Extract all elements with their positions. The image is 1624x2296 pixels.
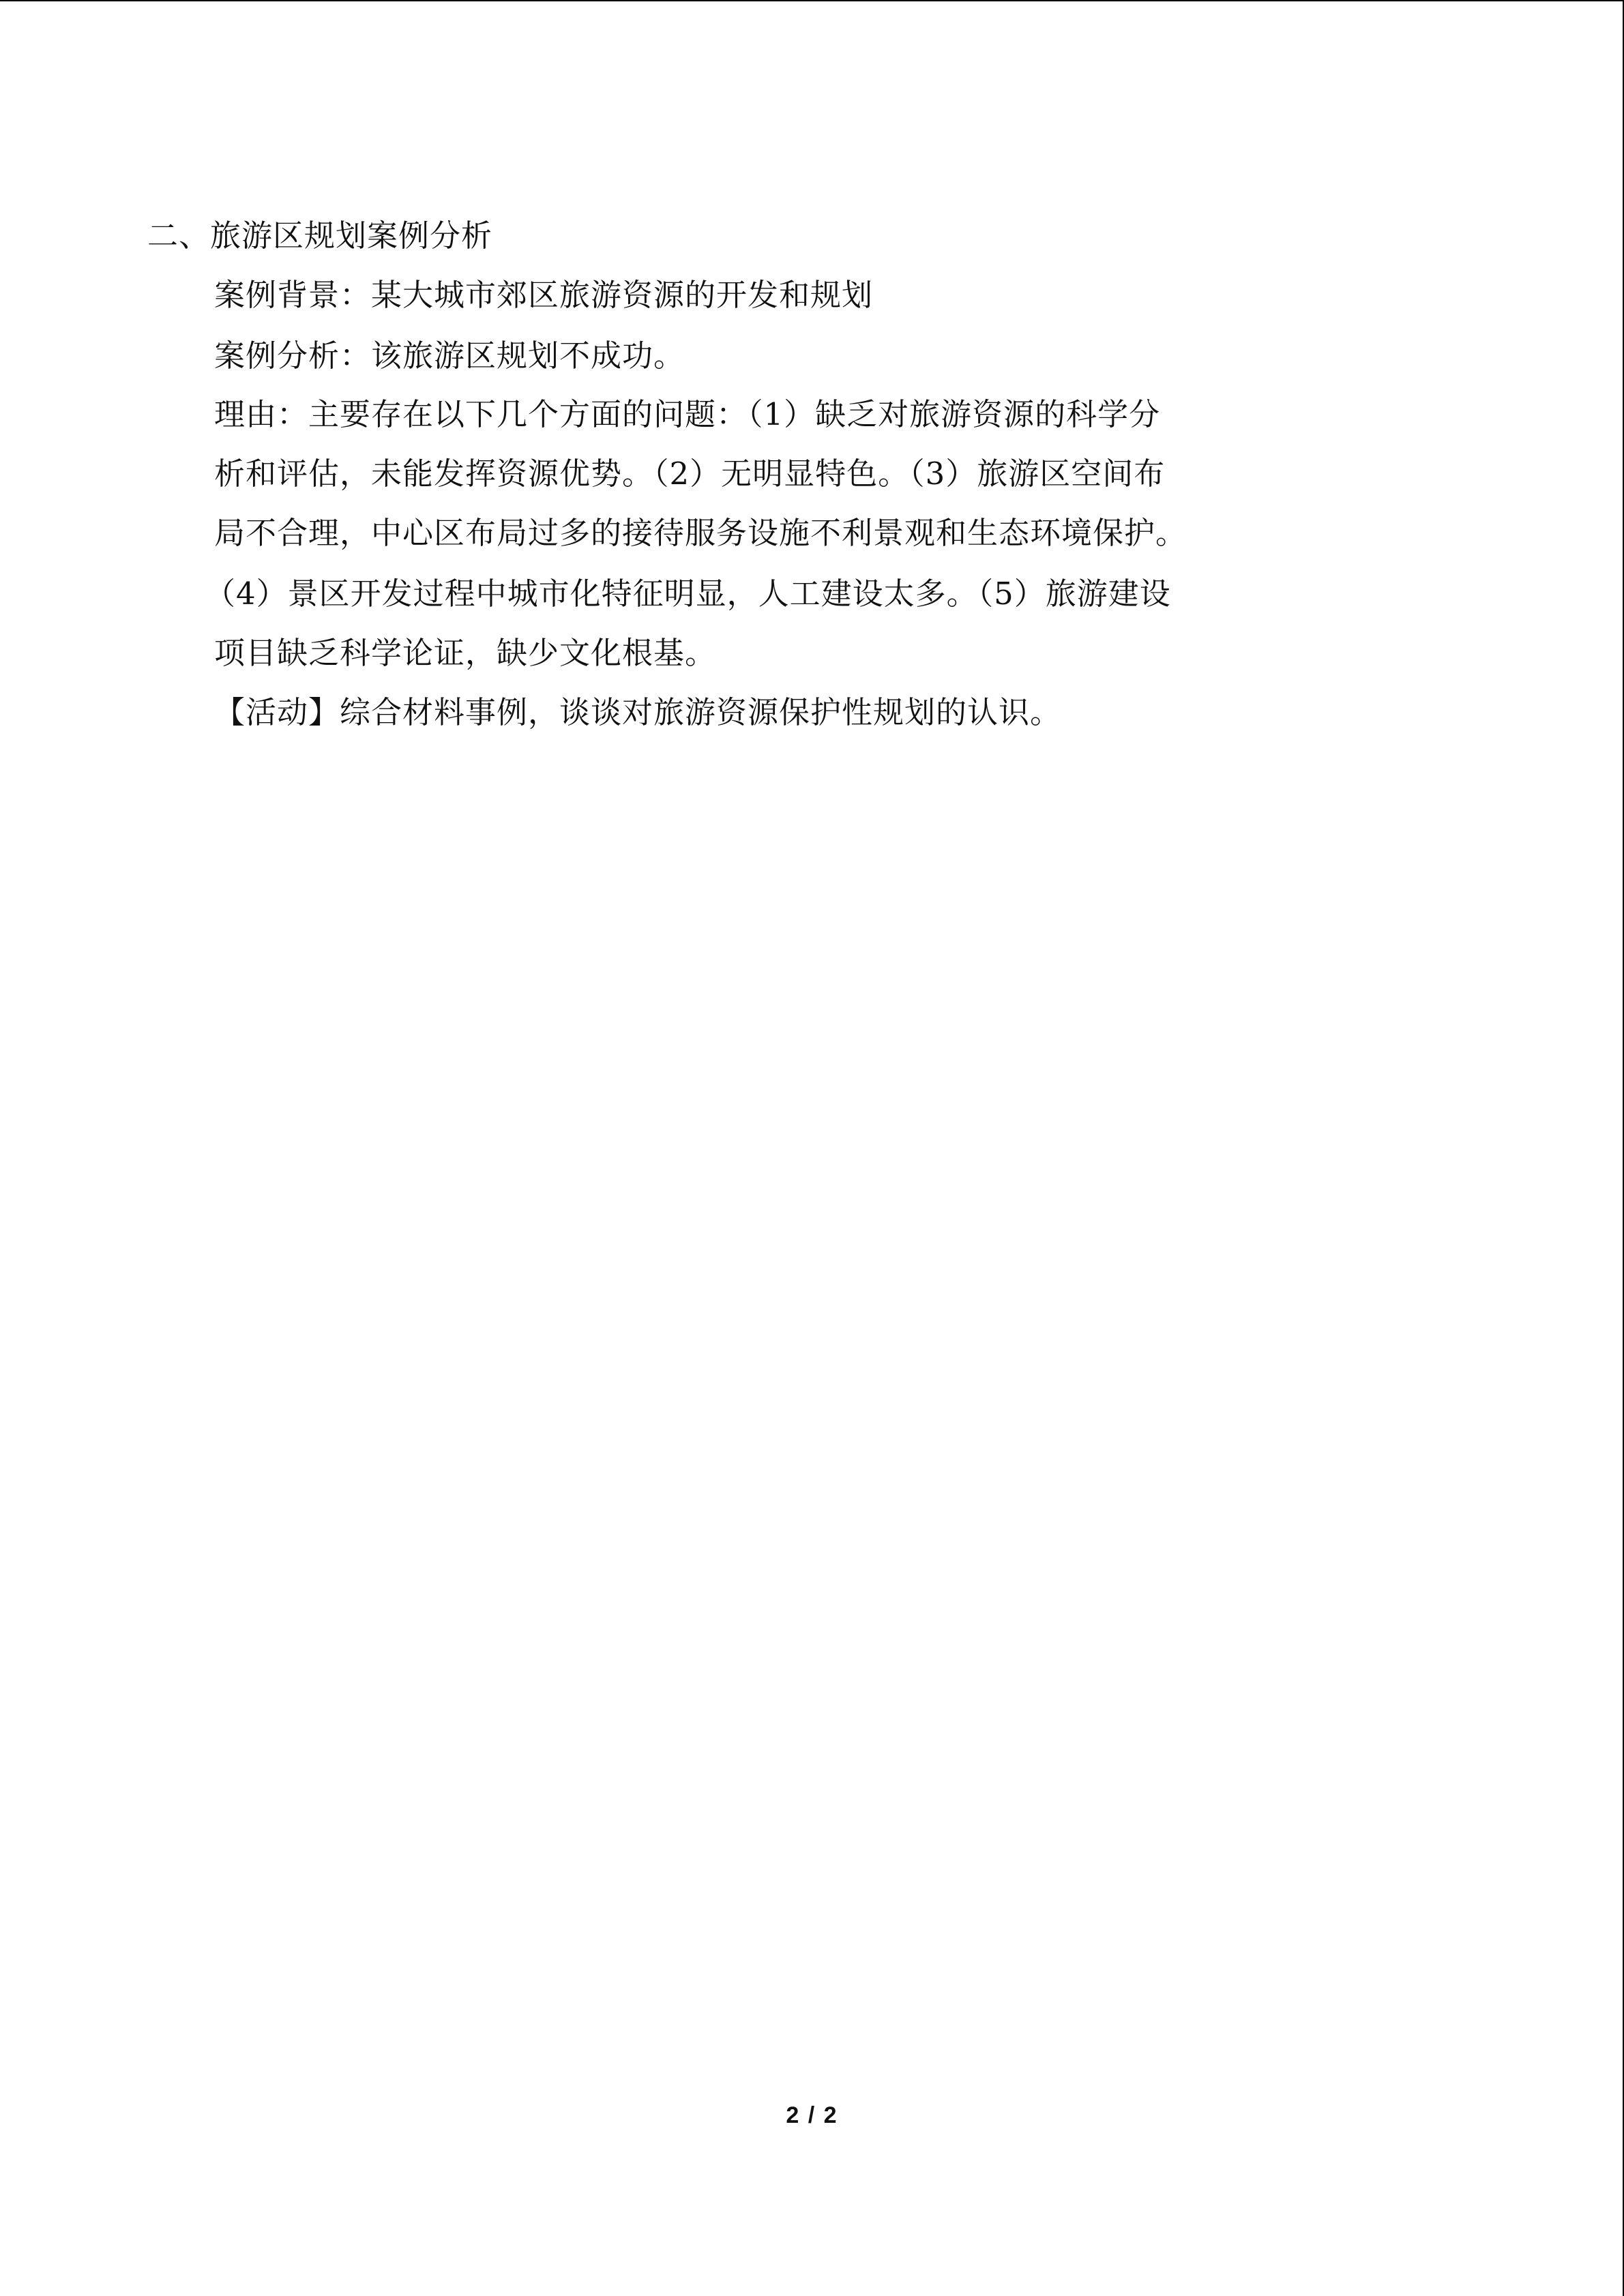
reason-line-1: 理由：主要存在以下几个方面的问题：（1）缺乏对旅游资源的科学分 bbox=[214, 396, 1161, 432]
page-number: 2 / 2 bbox=[786, 2102, 838, 2128]
reason-line-4: （4）景区开发过程中城市化特征明显，人工建设太多。（5）旅游建设 bbox=[205, 576, 1171, 612]
case-background-line: 案例背景：某大城市郊区旅游资源的开发和规划 bbox=[214, 277, 874, 313]
case-analysis-line: 案例分析：该旅游区规划不成功。 bbox=[214, 338, 685, 374]
reason-line-5: 项目缺乏科学论证，缺少文化根基。 bbox=[214, 635, 717, 671]
activity-line: 【活动】综合材料事例，谈谈对旅游资源保护性规划的认识。 bbox=[214, 694, 1062, 730]
reason-line-2: 析和评估，未能发挥资源优势。（2）无明显特色。（3）旅游区空间布 bbox=[214, 456, 1166, 492]
reason-line-3: 局不合理，中心区布局过多的接待服务设施不利景观和生态环境保护。 bbox=[214, 515, 1187, 551]
section-heading: 二、旅游区规划案例分析 bbox=[147, 218, 493, 254]
